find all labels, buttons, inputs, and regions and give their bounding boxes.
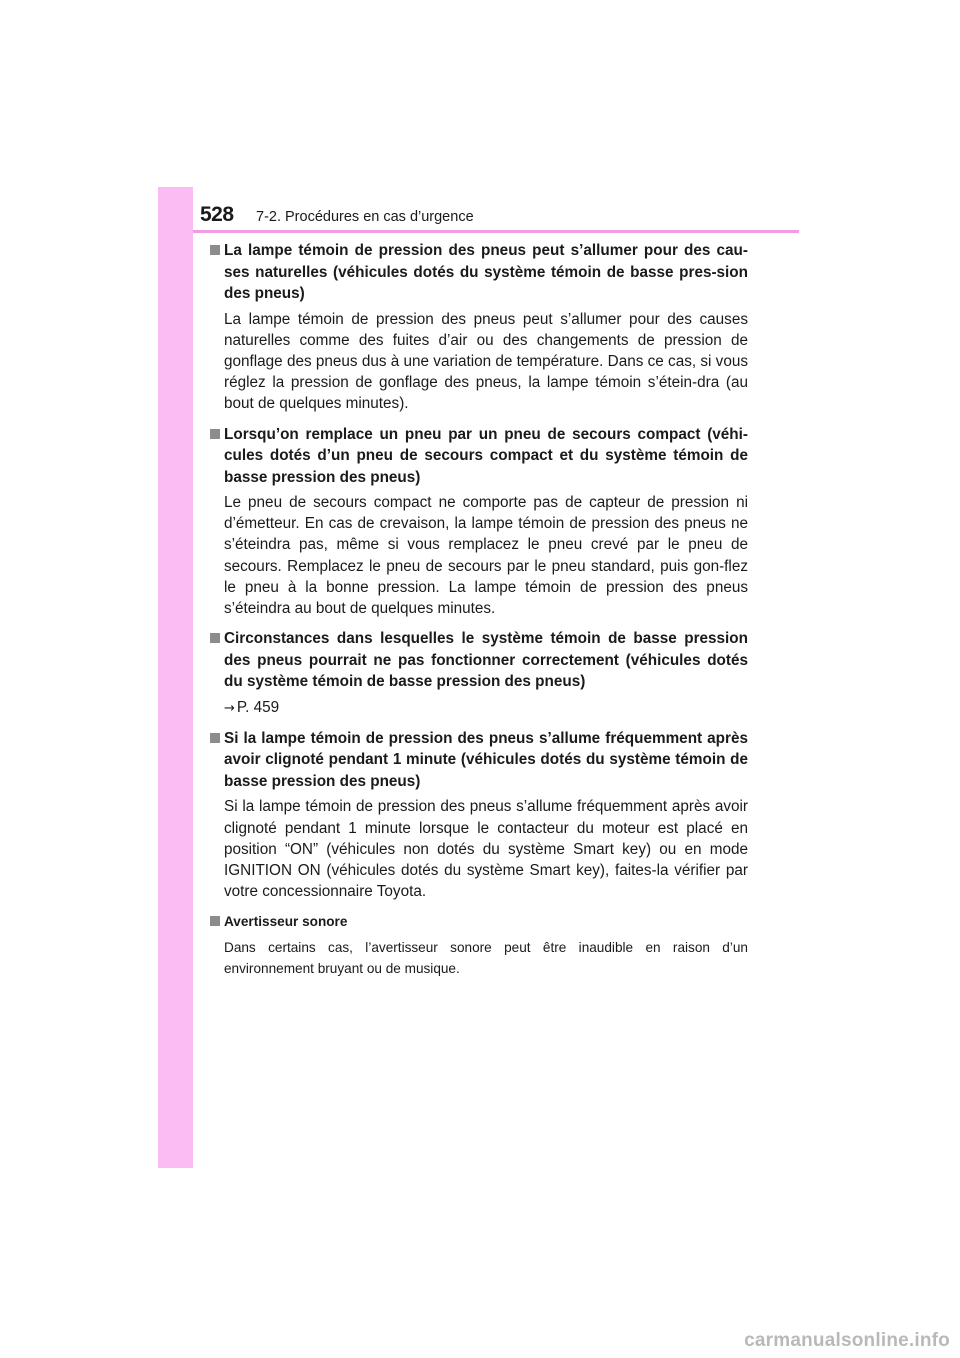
- section-heading: [210, 240, 748, 305]
- section-heading: [210, 728, 748, 793]
- section-light-frequently-on: [210, 728, 748, 903]
- arrow-right-icon: →: [224, 700, 235, 716]
- section-heading-text: Si la lampe témoin de pression des pneus s’allume fréquemment après avoir clignoté pendant 1 minute (véhicules dotés du système témoin de basse pression des pneus): [224, 729, 748, 790]
- section-buzzer: [210, 911, 748, 979]
- page-number: 528: [200, 203, 234, 226]
- section-body: Si la lampe témoin de pression des pneus s’allume fréquemment après avoir clignoté pendant 1 minute lorsque le contacteur du moteur est placé en position “ON” (véhicules non dotés du système Smart key) ou en mode IGNITION ON (véhicules dotés du système Smart key), faites-la vérifier par votre concessionnaire Toyota.: [224, 798, 748, 901]
- section-heading: [210, 628, 748, 693]
- section-body: La lampe témoin de pression des pneus peut s’allumer pour des causes naturelles comme des fuites d’air ou des changements de pression de gonflage des pneus dus à une variation de température. Dans ce cas, si vous réglez la pression de gonflage des pneus, la lampe témoin s’étein-dra (au bout de quelques minutes).: [224, 310, 748, 413]
- section-compact-spare-tire: [210, 424, 748, 620]
- section-heading-text: La lampe témoin de pression des pneus peut s’allumer pour des cau-ses naturelles (véhicules dotés du système témoin de basse pres-sion des pneus): [224, 242, 748, 302]
- page-content: [210, 240, 748, 988]
- section-heading-text: Circonstances dans lesquelles le système témoin de basse pression des pneus pourrait ne pas fonctionner correctement (véhicules dotés du système témoin de basse pression des pneus): [224, 630, 748, 691]
- square-bullet-icon: [210, 733, 220, 743]
- section-heading: [210, 424, 748, 489]
- page-reference-text: P. 459: [236, 698, 280, 716]
- section-body: Le pneu de secours compact ne comporte pas de capteur de pression ni d’émetteur. En cas de crevaison, la lampe témoin de pression des pneus ne s’éteindra pas, même si vous remplacez le pneu crevé par le pneu de secours. Remplacez le pneu de secours par le pneu standard, puis gon-flez le pneu à la bonne pression. La lampe témoin de pression des pneus s’éteindra au bout de quelques minutes.: [224, 494, 748, 618]
- watermark: carmanualsonline.info: [744, 1330, 950, 1351]
- section-heading-text: Lorsqu’on remplace un pneu par un pneu de secours compact (véhi-cules dotés d’un pneu de secours compact et du système témoin de basse pression des pneus): [224, 425, 748, 486]
- section-system-malfunction-circumstances: [210, 628, 748, 719]
- section-heading-text: Avertisseur sonore: [224, 914, 348, 930]
- section-body: Dans certains cas, l’avertisseur sonore peut être inaudible en raison d’un environnement bruyant ou de musique.: [224, 939, 748, 976]
- square-bullet-icon: [210, 633, 220, 643]
- section-tire-light-natural-causes: [210, 240, 748, 415]
- chapter-title: 7-2. Procédures en cas d’urgence: [256, 209, 474, 225]
- square-bullet-icon: [210, 245, 220, 255]
- section-heading: [210, 911, 748, 933]
- header-rule: [193, 230, 799, 233]
- square-bullet-icon: [210, 916, 220, 926]
- page-reference[interactable]: [210, 697, 748, 719]
- square-bullet-icon: [210, 429, 220, 439]
- side-color-band: [158, 187, 193, 1168]
